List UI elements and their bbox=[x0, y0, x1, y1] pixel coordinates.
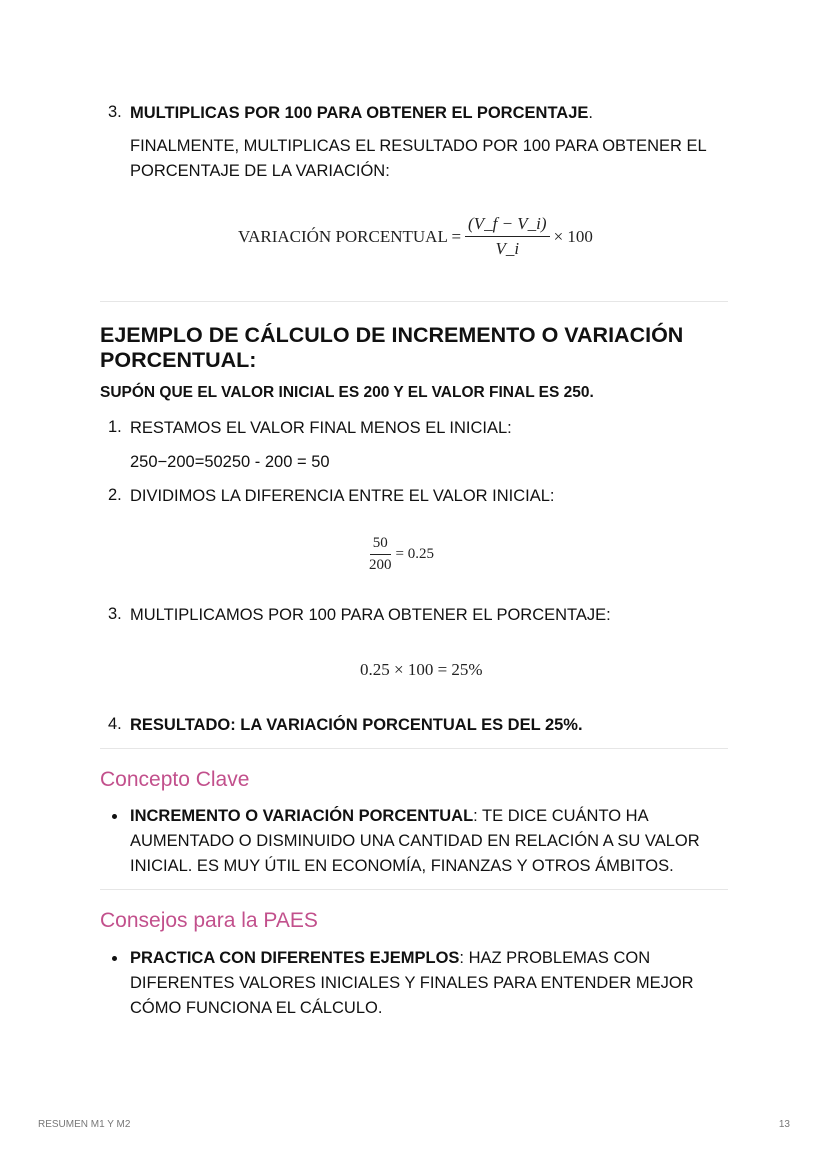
paragraph-line: FINALMENTE, MULTIPLICAS EL RESULTADO POR 100 PARA OBTENER EL bbox=[130, 137, 707, 155]
formula-rhs: × 100 bbox=[553, 226, 593, 246]
concept-term: INCREMENTO O VARIACIÓN PORCENTUAL bbox=[130, 807, 474, 825]
calc-line: 250−200=50250 - 200 = 50 bbox=[130, 453, 330, 471]
list-number: 4. bbox=[108, 715, 122, 733]
list-number: 1. bbox=[108, 418, 122, 436]
list-number: 3. bbox=[108, 103, 122, 121]
fraction bbox=[369, 535, 392, 574]
multiplication-formula: 0.25 × 100 = 25% bbox=[360, 660, 483, 679]
step-title bbox=[130, 101, 593, 126]
step-title-end: . bbox=[588, 104, 593, 122]
list-item: MULTIPLICAMOS POR 100 PARA OBTENER EL PORCENTAJE: bbox=[130, 606, 611, 624]
concept-line bbox=[130, 804, 649, 829]
fraction-denominator: 200 bbox=[369, 557, 392, 573]
tips-line bbox=[130, 946, 650, 971]
page-number: 13 bbox=[778, 1119, 790, 1130]
step-title-bold: MULTIPLICAS POR 100 PARA OBTENER EL PORCENTAJE bbox=[130, 104, 589, 122]
example-heading-cont: PORCENTUAL: bbox=[100, 348, 257, 372]
divider bbox=[100, 301, 728, 302]
bullet-icon bbox=[112, 814, 117, 819]
example-heading: EJEMPLO DE CÁLCULO DE INCREMENTO O VARIACIÓN bbox=[100, 323, 684, 347]
formula-lhs: VARIACIÓN PORCENTUAL = bbox=[238, 226, 462, 246]
tips-line: DIFERENTES VALORES INICIALES Y FINALES PARA ENTENDER MEJOR bbox=[130, 974, 694, 992]
fraction-numerator: 50 bbox=[370, 535, 391, 555]
fraction-formula bbox=[365, 535, 434, 574]
tips-line: CÓMO FUNCIONA EL CÁLCULO. bbox=[130, 999, 383, 1017]
list-number: 3. bbox=[108, 605, 122, 623]
tips-term: PRACTICA CON DIFERENTES EJEMPLOS bbox=[130, 949, 460, 967]
paragraph-line: PORCENTAJE DE LA VARIACIÓN: bbox=[130, 162, 390, 180]
formula-denominator: V_i bbox=[495, 239, 520, 258]
formula-numerator: (V_f − V_i) bbox=[465, 214, 550, 237]
list-item: RESTAMOS EL VALOR FINAL MENOS EL INICIAL: bbox=[130, 419, 512, 437]
concept-line: AUMENTADO O DISMINUIDO UNA CANTIDAD EN RELACIÓN A SU VALOR bbox=[130, 832, 700, 850]
footer-title: RESUMEN M1 Y M2 bbox=[38, 1119, 131, 1130]
divider bbox=[100, 748, 728, 749]
formula-fraction bbox=[465, 214, 550, 259]
result-item: RESULTADO: LA VARIACIÓN PORCENTUAL ES DEL 25%. bbox=[130, 716, 583, 734]
concept-heading: Concepto Clave bbox=[100, 768, 250, 791]
divider bbox=[100, 889, 728, 890]
fraction-result: = 0.25 bbox=[395, 546, 434, 562]
formula-variacion bbox=[238, 214, 593, 259]
concept-line: INICIAL. ES MUY ÚTIL EN ECONOMÍA, FINANZAS Y OTROS ÁMBITOS. bbox=[130, 857, 674, 875]
example-subheading: SUPÓN QUE EL VALOR INICIAL ES 200 Y EL VALOR FINAL ES 250. bbox=[100, 384, 594, 401]
tips-text: : HAZ PROBLEMAS CON bbox=[459, 949, 651, 967]
concept-text: : TE DICE CUÁNTO HA bbox=[473, 807, 649, 825]
tips-heading: Consejos para la PAES bbox=[100, 909, 318, 932]
list-item: DIVIDIMOS LA DIFERENCIA ENTRE EL VALOR INICIAL: bbox=[130, 487, 555, 505]
list-number: 2. bbox=[108, 486, 122, 504]
bullet-icon bbox=[112, 956, 117, 961]
